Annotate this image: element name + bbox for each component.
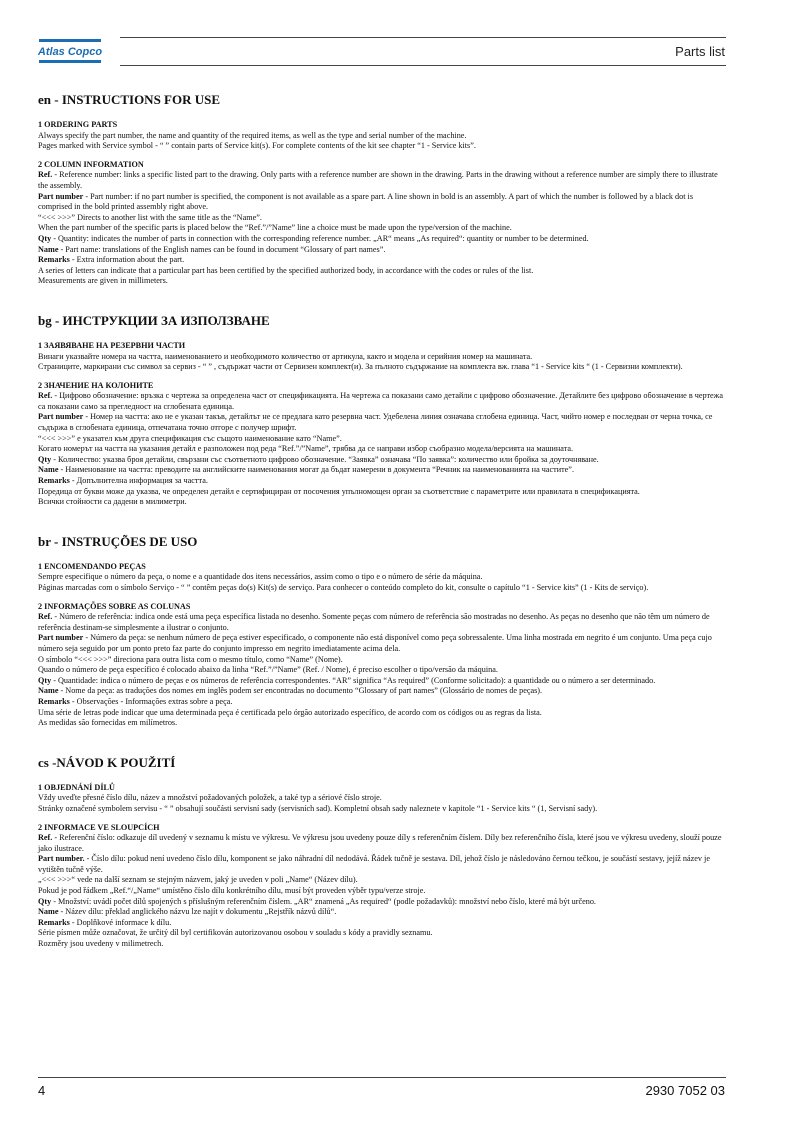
paragraph: [38, 444, 728, 455]
paragraph: [38, 192, 728, 213]
paragraph-text: - Наименование на частта: преводите на английските наименования могат да бъдат намерени в документа “Речник на наименованията на частите”.: [58, 465, 574, 475]
paragraph: [38, 665, 728, 676]
paragraph-text: Винаги указвайте номера на частта, наименованието и необходимото количество от артикула, както и модела и серийния номер на машината.: [38, 351, 533, 361]
paragraph-text: As medidas são fornecidas em milímetros.: [38, 718, 178, 728]
column-key: Part number: [38, 633, 84, 643]
paragraph: [38, 255, 728, 266]
column-key: Part number: [38, 191, 84, 201]
paragraph: [38, 412, 728, 433]
paragraph: [38, 918, 728, 929]
paragraph: [38, 266, 728, 277]
paragraph: [38, 676, 728, 687]
paragraph-text: - Quantity: indicates the number of parts in connection with the corresponding reference number. „AR“ means „As required“: quantity or number to be determined.: [51, 233, 589, 243]
paragraph-text: Vždy uveďte přesné číslo dílu, název a množství požadovaných položek, a také typ a sériové číslo stroje.: [38, 793, 382, 803]
paragraph-text: Pages marked with Service symbol - “ ” contain parts of Service kit(s). For complete contents of the kit see chapter “1 - Service kits”.: [38, 141, 476, 151]
column-key: Qty: [38, 233, 52, 243]
paragraph-text: Always specify the part number, the name and quantity of the required items, as well as the type and serial number of the machine.: [38, 130, 467, 140]
paragraph-text: Поредица от букви може да указва, че определен детайл е сертифициран от посочения упълномощен орган за съответствие с параметрите или правилата в спецификацията.: [38, 486, 640, 496]
svg-text:Atlas Copco: Atlas Copco: [38, 46, 102, 58]
paragraph-text: Uma série de letras pode indicar que uma determinada peça é certificada pelo órgão autorizado específico, de acordo com os códigos ou as regras da lista.: [38, 707, 542, 717]
paragraph-text: O símbolo “<<< >>>” direciona para outra lista com o mesmo título, como “Name” (Nome).: [38, 654, 343, 664]
column-key: Name: [38, 244, 59, 254]
language-section: [38, 313, 728, 508]
column-key: Remarks: [38, 476, 70, 486]
column-key: Ref.: [38, 170, 53, 180]
page-number: 4: [38, 1083, 46, 1098]
paragraph-text: A series of letters can indicate that a particular part has been certified by the specified authorized body, in accordance with the codes or rules of the list.: [38, 265, 534, 275]
header-rule-top: [120, 37, 726, 38]
paragraph-text: Страниците, маркирани със символ за сервиз - “ ” , съдържат части от Сервизен комплект(и). За пълното съдържание на комплекта вж. глава “1 - Service kits “ (1 - Сервизни комплекти).: [38, 362, 683, 372]
paragraph: [38, 697, 728, 708]
paragraph-text: - Množství: uvádí počet dílů spojených s příslušným referenčním číslem. „AR“ znamená „As required“ (podle požadavků): množství nebo číslo, které má být určeno.: [51, 896, 596, 906]
paragraph: [38, 833, 728, 854]
paragraph-text: - Quantidade: indica o número de peças e os números de referência correspondentes. “AR” significa “As required” (Conforme solicitado): a quantidade ou o número a ser determinado.: [51, 675, 656, 685]
section-title: cs -NÁVOD K POUŽITÍ: [38, 754, 176, 770]
subsection-heading: 1 ENCOMENDANDO PEÇAS: [38, 561, 146, 571]
paragraph: [38, 854, 728, 875]
column-key: Qty: [38, 454, 52, 464]
header-rule-bottom: [120, 65, 726, 66]
subsection-heading: 1 ORDERING PARTS: [38, 120, 118, 129]
subsection-heading: 2 INFORMACE VE SLOUPCÍCH: [38, 822, 160, 832]
paragraph: [38, 875, 728, 886]
paragraph-text: - Nome da peça: as traduções dos nomes em inglês podem ser encontradas no documento “Glossary of part names” (Glossário de nomes de peças).: [58, 686, 543, 696]
paragraph: [38, 686, 728, 697]
paragraph-text: Série písmen může označovat, že určitý díl byl certifikován autorizovanou osobou v souladu s kódy a pravidly seznamu.: [38, 928, 433, 938]
paragraph: [38, 633, 728, 654]
paragraph: [38, 897, 728, 908]
language-section: [38, 92, 728, 287]
paragraph-text: - Číslo dílu: pokud není uvedeno číslo dílu, komponent se jako náhradní díl nedodává. Řádek tučně je sestava. Díl, jehož číslo je následováno černou tečkou, je součástí sestavy, jejíž název je vytištěn tučně výše.: [38, 854, 710, 874]
paragraph: [38, 487, 728, 498]
paragraph: [38, 276, 728, 287]
paragraph-text: - Referenční číslo: odkazuje díl uvedený v seznamu k místu ve výkresu. Ve výkresu jsou uvedeny pouze díly s referenčním číslem. Díly bez referenčního čísla, které jsou ve výkresu uvedeny, slouží pouze jako ilustrace.: [38, 833, 722, 853]
column-key: Qty: [38, 896, 52, 906]
paragraph-text: „<<< >>>“ vede na další seznam se stejným názvem, jaký je uveden v poli „Name“ (Název dílu).: [38, 875, 358, 885]
paragraph: [38, 170, 728, 191]
paragraph: [38, 497, 728, 508]
paragraph-text: - Part number: if no part number is specified, the component is not available as a spare part. A line shown in bold is an assembly. A part of which the number is followed by a black dot is comprised in the bold printed assembly right above.: [38, 191, 694, 212]
paragraph: [38, 939, 728, 950]
paragraph-text: - Допълнителна информация за частта.: [69, 476, 208, 486]
paragraph: [38, 245, 728, 256]
paragraph-text: “<<< >>>” е указател към друга спецификация със същото наименование като “Name”.: [38, 433, 342, 443]
paragraph: [38, 655, 728, 666]
column-key: Part number: [38, 412, 84, 422]
paragraph: [38, 708, 728, 719]
paragraph-text: - Part name: translations of the English names can be found in document “Glossary of part names”.: [58, 244, 386, 254]
paragraph: [38, 223, 728, 234]
column-key: Qty: [38, 675, 52, 685]
paragraph: [38, 391, 728, 412]
section-title: br - INSTRUÇÕES DE USO: [38, 533, 198, 549]
document-body: [38, 92, 728, 950]
paragraph: [38, 465, 728, 476]
paragraph: [38, 718, 728, 729]
paragraph: [38, 804, 728, 815]
column-key: Part number.: [38, 854, 85, 864]
paragraph: [38, 476, 728, 487]
language-section: [38, 534, 728, 729]
paragraph-text: Rozměry jsou uvedeny v milimetrech.: [38, 939, 164, 949]
section-title: en - INSTRUCTIONS FOR USE: [38, 92, 221, 107]
paragraph-text: - Número de referência: indica onde está uma peça específica listada no desenho. Somente peças com número de referência são mostradas no desenho. As peças no desenho que não têm um número de referência destinam-se simplesmente a ilustrar o conjunto.: [38, 612, 710, 632]
paragraph: [38, 886, 728, 897]
paragraph-text: Pokud je pod řádkem „Ref.“/„Name“ umístěno číslo dílu konkrétního dílu, musí být proveden výběr typu/verze stroje.: [38, 886, 426, 896]
paragraph-text: Всички стойности са дадени в милиметри.: [38, 497, 187, 507]
paragraph-text: - Número da peça: se nenhum número de peça estiver especificado, o componente não está disponível como peça sobressalente. Uma linha mostrada em negrito é um conjunto. Uma peça cujo número seja seguido por um ponto preto faz parte do conjunto impresso em negrito imediatamente acima dela.: [38, 633, 712, 653]
paragraph: [38, 434, 728, 445]
section-title: bg - ИНСТРУКЦИИ ЗА ИЗПОЛЗВАНЕ: [38, 312, 270, 328]
column-key: Remarks: [38, 696, 70, 706]
column-key: Ref.: [38, 833, 53, 843]
paragraph: [38, 362, 728, 373]
paragraph-text: - Observações - Informações extras sobre a peça.: [69, 696, 233, 706]
paragraph-text: - Цифрово обозначение: връзка с чертежа за определена част от спецификацията. На чертежа са показани само детайли с цифрово обозначение. Детайлите без цифрово обозначение в чертежа са показани само за прегледност на сглобената единица.: [38, 391, 723, 411]
column-key: Ref.: [38, 612, 53, 622]
paragraph-text: - Количество: указва броя детайли, свързани със съответното цифрово обозначение. “Заявка” означава “По заявка”: количество или бройка за доуточняване.: [51, 454, 599, 464]
paragraph: [38, 928, 728, 939]
paragraph: [38, 793, 728, 804]
paragraph: [38, 213, 728, 224]
paragraph-text: - Номер на частта: ако не е указан такъв, детайлът не се предлага като резервна част. Удебелена линия означава сглобена единица. Част, чийто номер е последван от черна точка, се съдържа в сглобената единица, отпечатана точно отгоре с получер шрифт.: [38, 412, 713, 433]
column-key: Name: [38, 465, 59, 475]
subsection-heading: 2 COLUMN INFORMATION: [38, 159, 144, 169]
paragraph: [38, 612, 728, 633]
paragraph: [38, 352, 728, 363]
column-key: Ref.: [38, 391, 53, 401]
paragraph-text: When the part number of the specific parts is placed below the “Ref.”/”Name” line a choice must be made upon the type/version of the machine.: [38, 223, 512, 233]
column-key: Name: [38, 686, 59, 696]
column-key: Remarks: [38, 255, 70, 265]
subsection-heading: 1 OBJEDNÁNÍ DÍLŮ: [38, 782, 115, 792]
paragraph-text: - Extra information about the part.: [69, 255, 185, 265]
page-title: Parts list: [675, 44, 725, 59]
paragraph: [38, 234, 728, 245]
paragraph: [38, 572, 728, 583]
paragraph: [38, 455, 728, 466]
paragraph: [38, 131, 728, 142]
language-section: [38, 755, 728, 950]
column-key: Remarks: [38, 917, 70, 927]
paragraph-text: Когато номерът на частта на указания детайл е разположен под реда “Ref.”/”Name”, трябва да се направи избор съобразно модела/версията на машината.: [38, 444, 574, 454]
paragraph-text: “<<< >>>” Directs to another list with the same title as the “Name”.: [38, 212, 262, 222]
paragraph: [38, 907, 728, 918]
subsection-heading: 1 ЗАЯВЯВАНЕ НА РЕЗЕРВНИ ЧАСТИ: [38, 340, 186, 350]
paragraph-text: Stránky označené symbolem servisu - “ ” obsahují součásti servisní sady (servisních sad). Kompletní obsah sady naleznete v kapitole “1 - Service kits “ (1, Servisní sady).: [38, 803, 598, 813]
column-key: Name: [38, 907, 59, 917]
paragraph-text: Quando o número de peça específico é colocado abaixo da linha “Ref.”/”Name” (Ref. / Nome), é preciso escolher o tipo/versão da máquina.: [38, 665, 498, 675]
atlas-copco-logo: [38, 38, 102, 66]
paragraph: [38, 583, 728, 594]
paragraph-text: - Název dílu: překlad anglického názvu lze najít v dokumentu „Rejstřík názvů dílů“.: [58, 907, 337, 917]
subsection-heading: 2 INFORMAÇÕES SOBRE AS COLUNAS: [38, 601, 191, 611]
paragraph: [38, 141, 728, 152]
subsection-heading: 2 ЗНАЧЕНИЕ НА КОЛОНИТЕ: [38, 380, 154, 390]
paragraph-text: Measurements are given in millimeters.: [38, 276, 168, 286]
paragraph-text: - Doplňkové informace k dílu.: [69, 917, 172, 927]
paragraph-text: - Reference number: links a specific listed part to the drawing. Only parts with a reference number are shown in the drawing. Parts in the drawing without a reference number are simply there to illustrate the assembly.: [38, 170, 718, 190]
paragraph-text: Sempre especifique o número da peça, o nome e a quantidade dos itens necessários, assim como o tipo e o número de série da máquina.: [38, 572, 483, 582]
footer-rule: [38, 1077, 726, 1078]
document-number: 2930 7052 03: [645, 1083, 725, 1098]
paragraph-text: Páginas marcadas com o símbolo Serviço - “ ” contêm peças do(s) Kit(s) de serviço. Para conhecer o conteúdo completo do kit, consulte o capítulo “1 - Service kits” (1 - Kits de serviço).: [38, 583, 649, 592]
